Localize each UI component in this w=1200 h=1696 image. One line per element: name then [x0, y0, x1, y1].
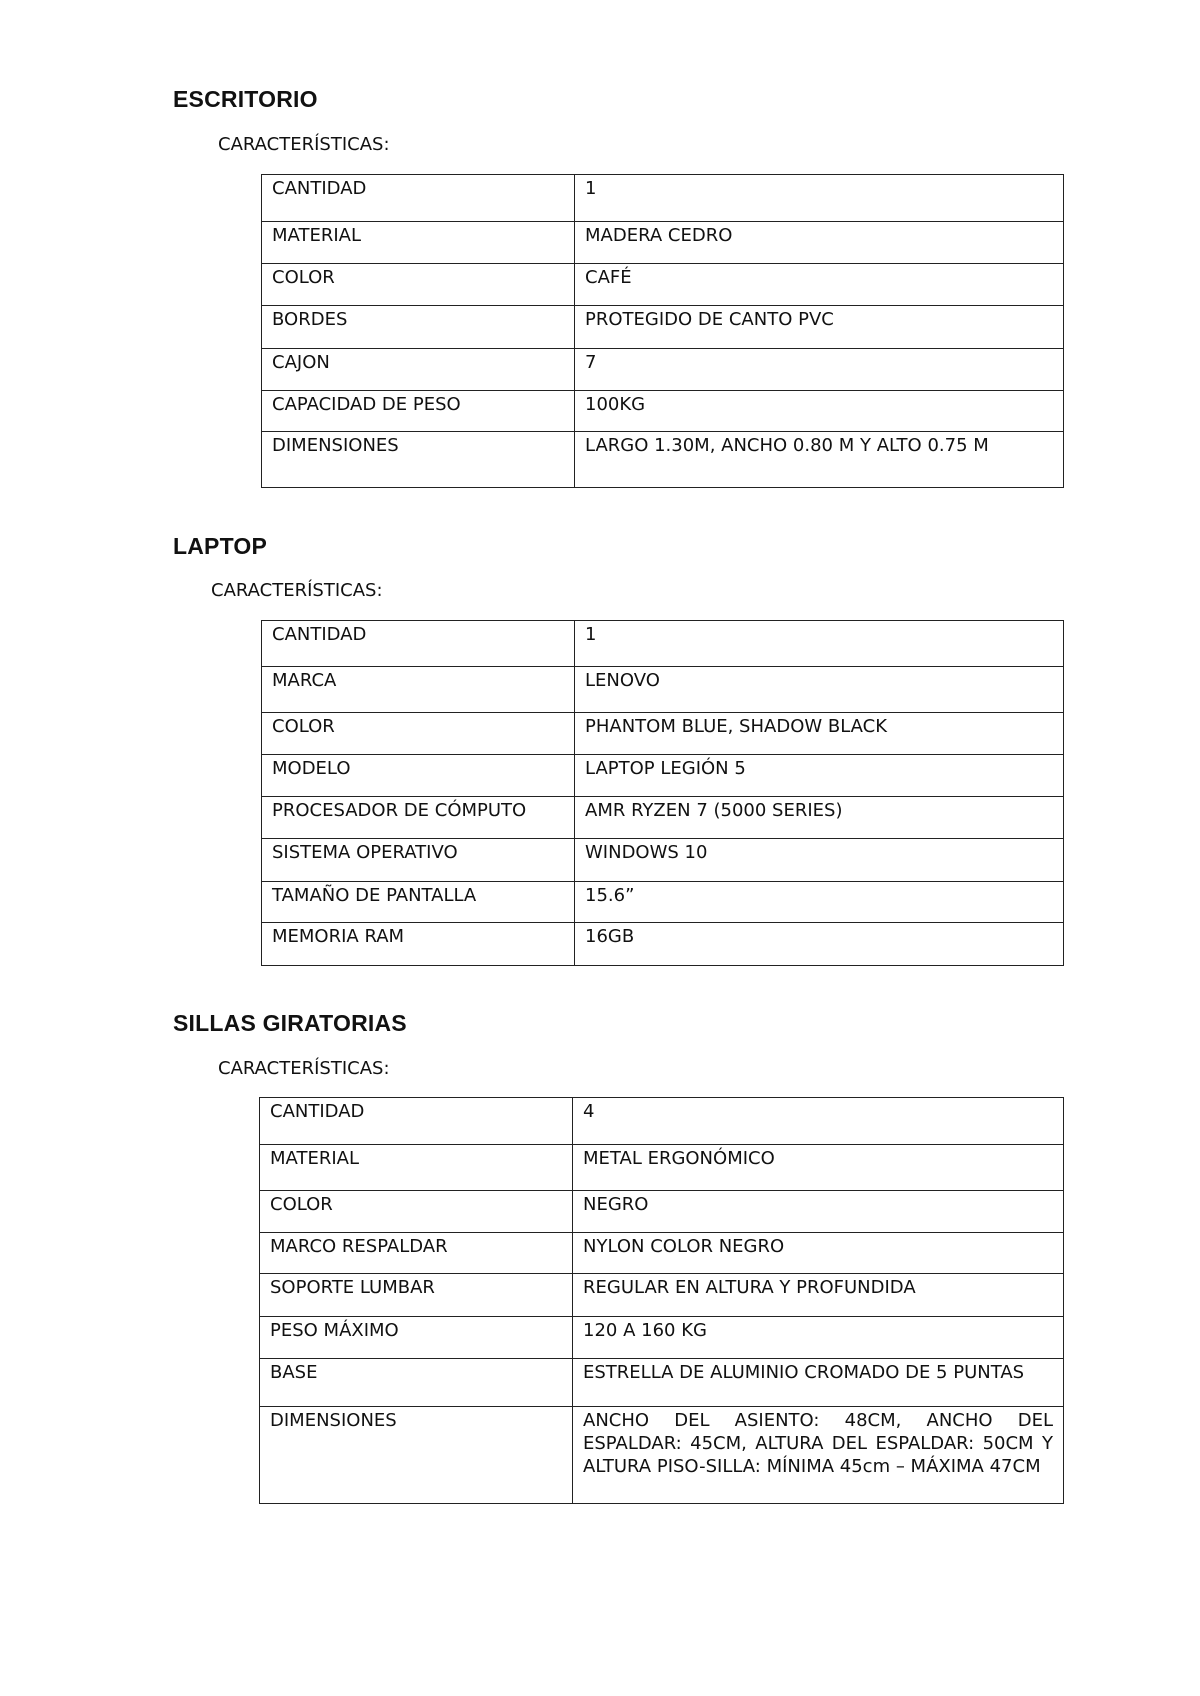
row-label: CANTIDAD: [262, 175, 575, 222]
row-value: NEGRO: [573, 1191, 1064, 1233]
row-value: 4: [573, 1098, 1064, 1145]
subtitle-escritorio: CARACTERÍSTICAS:: [218, 134, 390, 155]
row-label: BASE: [260, 1359, 573, 1407]
section-title-sillas-giratorias: SILLAS GIRATORIAS: [173, 1010, 407, 1036]
table-row: [260, 1191, 1064, 1233]
row-label: PROCESADOR DE CÓMPUTO: [262, 797, 575, 839]
subtitle-sillas-giratorias: CARACTERÍSTICAS:: [218, 1058, 390, 1079]
table-row: [262, 222, 1064, 264]
row-label: CAJON: [262, 349, 575, 391]
row-value: 16GB: [575, 923, 1064, 966]
row-label: COLOR: [262, 264, 575, 306]
table-row: [260, 1145, 1064, 1191]
table-row: [262, 713, 1064, 755]
row-label: SISTEMA OPERATIVO: [262, 839, 575, 882]
row-value: NYLON COLOR NEGRO: [573, 1233, 1064, 1274]
row-label: BORDES: [262, 306, 575, 349]
row-label: MODELO: [262, 755, 575, 797]
table-row: [262, 432, 1064, 488]
row-label: MARCO RESPALDAR: [260, 1233, 573, 1274]
row-label: MATERIAL: [262, 222, 575, 264]
table-row: [260, 1359, 1064, 1407]
row-value: CAFÉ: [575, 264, 1064, 306]
row-value: 1: [575, 175, 1064, 222]
table-row: [260, 1317, 1064, 1359]
row-label: PESO MÁXIMO: [260, 1317, 573, 1359]
table-row: [260, 1098, 1064, 1145]
row-label: TAMAÑO DE PANTALLA: [262, 882, 575, 923]
table-row: [262, 667, 1064, 713]
row-value: 100KG: [575, 391, 1064, 432]
section-title-escritorio: ESCRITORIO: [173, 86, 318, 112]
row-value: 1: [575, 621, 1064, 667]
table-row: [262, 391, 1064, 432]
spec-table-sillas-giratorias: [259, 1097, 1064, 1504]
row-label: DIMENSIONES: [260, 1407, 573, 1504]
row-label: MARCA: [262, 667, 575, 713]
row-value: WINDOWS 10: [575, 839, 1064, 882]
row-label: MEMORIA RAM: [262, 923, 575, 966]
row-value: LARGO 1.30M, ANCHO 0.80 M Y ALTO 0.75 M: [575, 432, 1064, 488]
row-value: AMR RYZEN 7 (5000 SERIES): [575, 797, 1064, 839]
table-row: [260, 1407, 1064, 1504]
row-label: DIMENSIONES: [262, 432, 575, 488]
subtitle-laptop: CARACTERÍSTICAS:: [211, 580, 383, 601]
row-label: SOPORTE LUMBAR: [260, 1274, 573, 1317]
table-row: [262, 621, 1064, 667]
row-value: ESTRELLA DE ALUMINIO CROMADO DE 5 PUNTAS: [573, 1359, 1064, 1407]
row-label: CANTIDAD: [262, 621, 575, 667]
table-row: [260, 1274, 1064, 1317]
row-label: COLOR: [260, 1191, 573, 1233]
table-row: [262, 755, 1064, 797]
table-row: [262, 882, 1064, 923]
row-label: MATERIAL: [260, 1145, 573, 1191]
row-value: PHANTOM BLUE, SHADOW BLACK: [575, 713, 1064, 755]
row-value: 120 A 160 KG: [573, 1317, 1064, 1359]
row-label: CAPACIDAD DE PESO: [262, 391, 575, 432]
row-value: 7: [575, 349, 1064, 391]
row-value: MADERA CEDRO: [575, 222, 1064, 264]
row-value: PROTEGIDO DE CANTO PVC: [575, 306, 1064, 349]
table-row: [262, 349, 1064, 391]
row-value: LENOVO: [575, 667, 1064, 713]
row-value: METAL ERGONÓMICO: [573, 1145, 1064, 1191]
table-row: [262, 839, 1064, 882]
table-row: [260, 1233, 1064, 1274]
table-row: [262, 264, 1064, 306]
row-value: REGULAR EN ALTURA Y PROFUNDIDA: [573, 1274, 1064, 1317]
table-row: [262, 306, 1064, 349]
row-value: ANCHO DEL ASIENTO: 48CM, ANCHO DEL ESPALDAR: 45CM, ALTURA DEL ESPALDAR: 50CM Y ALTURA PISO-SILLA: MÍNIMA 45cm – MÁXIMA 47CM: [573, 1407, 1064, 1504]
row-value: 15.6”: [575, 882, 1064, 923]
table-row: [262, 797, 1064, 839]
spec-table-escritorio: [261, 174, 1064, 488]
row-value: LAPTOP LEGIÓN 5: [575, 755, 1064, 797]
row-label: COLOR: [262, 713, 575, 755]
table-row: [262, 923, 1064, 966]
table-row: [262, 175, 1064, 222]
row-label: CANTIDAD: [260, 1098, 573, 1145]
spec-table-laptop: [261, 620, 1064, 966]
section-title-laptop: LAPTOP: [173, 533, 268, 559]
